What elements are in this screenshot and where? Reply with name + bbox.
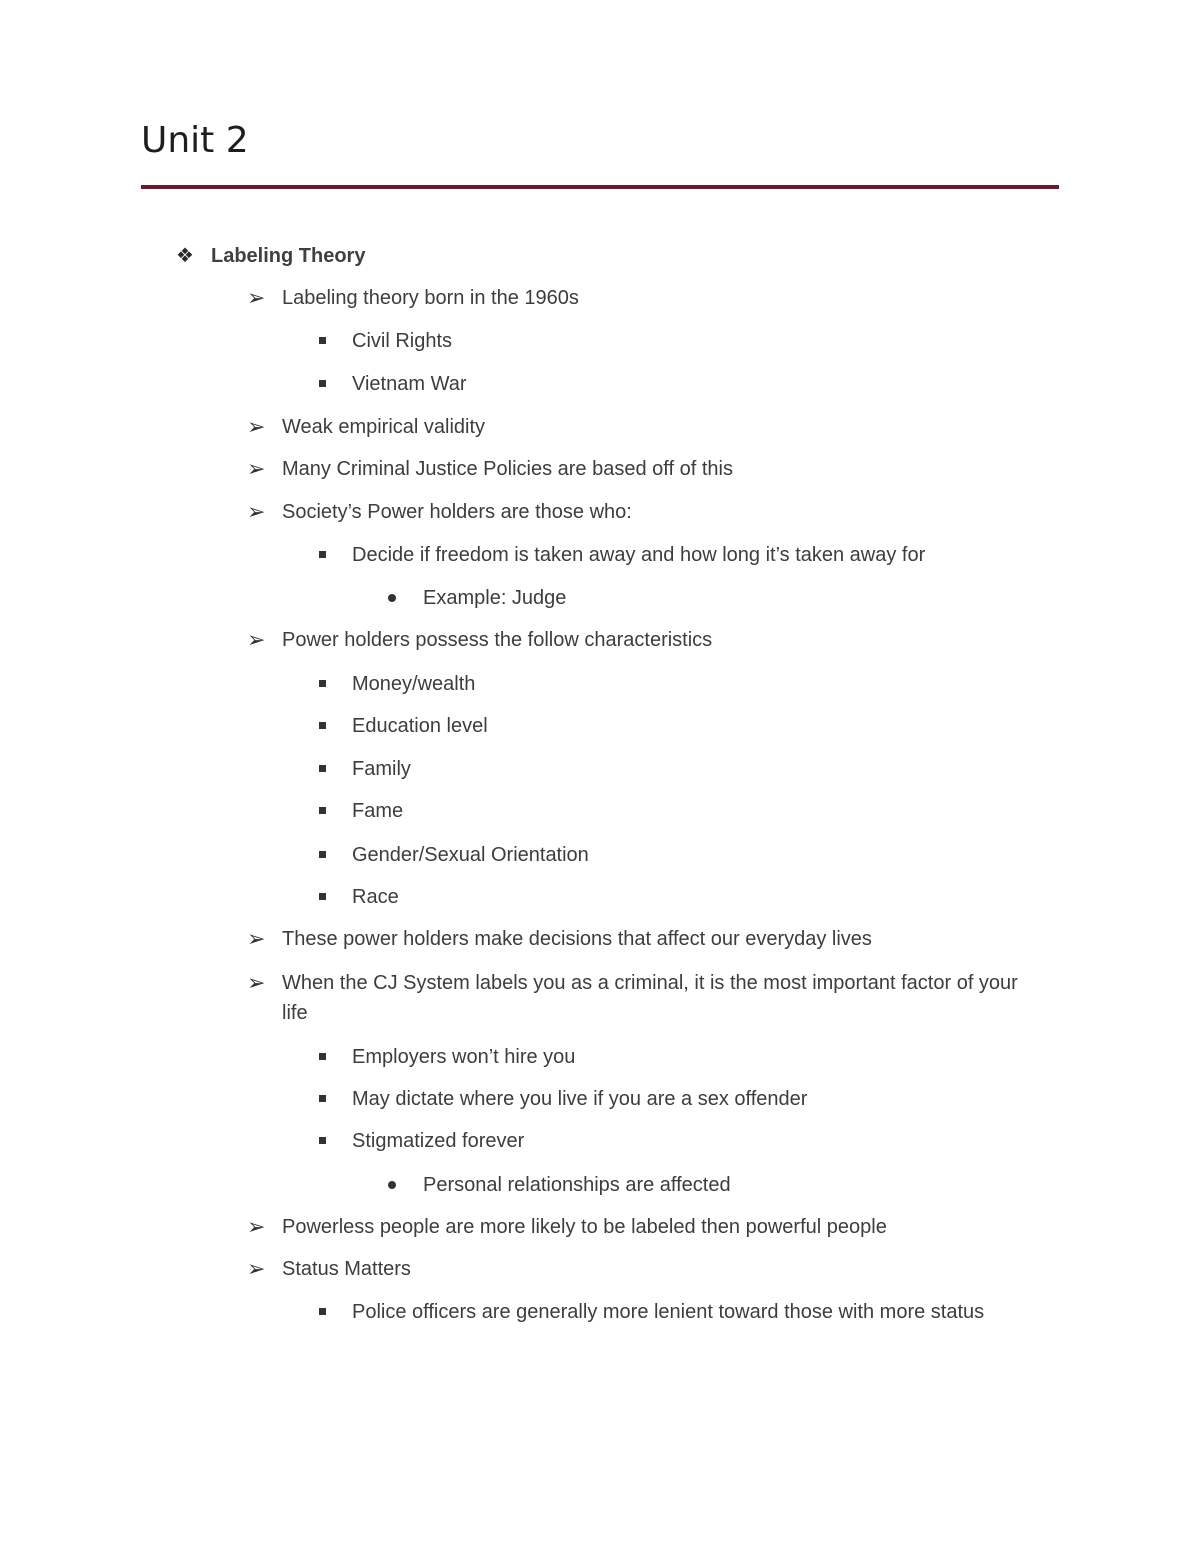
square-bullet-icon: [319, 807, 326, 814]
square-bullet-icon: [319, 1137, 326, 1144]
list-item: Vietnam War: [352, 373, 467, 395]
arrow-bullet-icon: ➢: [247, 970, 266, 995]
square-bullet-icon: [319, 1095, 326, 1102]
list-item: Weak empirical validity: [282, 416, 486, 438]
list-item: Stigmatized forever: [352, 1130, 525, 1152]
square-bullet-icon: [319, 337, 326, 344]
list-item: Employers won’t hire you: [352, 1046, 576, 1068]
list-item: Labeling theory born in the 1960s: [282, 287, 579, 309]
square-bullet-icon: [319, 851, 326, 858]
list-item: When the CJ System labels you as a criminal, it is the most important factor of your life: [282, 972, 1018, 1024]
list-item: These power holders make decisions that affect our everyday lives: [282, 928, 872, 950]
list-item: Civil Rights: [352, 330, 453, 352]
title-divider: [141, 185, 1059, 189]
diamond-bullet-icon: ❖: [176, 245, 194, 267]
list-item: Power holders possess the follow characteristics: [282, 629, 713, 651]
list-item: Money/wealth: [352, 673, 476, 695]
square-bullet-icon: [319, 722, 326, 729]
arrow-bullet-icon: ➢: [247, 1214, 266, 1239]
square-bullet-icon: [319, 680, 326, 687]
list-item: Example: Judge: [423, 587, 567, 609]
list-item: Society’s Power holders are those who:: [282, 501, 632, 523]
list-item: Education level: [352, 715, 488, 737]
page-title: Unit 2: [141, 120, 249, 161]
list-item: Police officers are generally more lenient toward those with more status: [352, 1301, 985, 1323]
dot-bullet-icon: [388, 594, 396, 602]
arrow-bullet-icon: ➢: [247, 627, 266, 652]
square-bullet-icon: [319, 551, 326, 558]
arrow-bullet-icon: ➢: [247, 414, 266, 439]
arrow-bullet-icon: ➢: [247, 1256, 266, 1281]
list-item: Gender/Sexual Orientation: [352, 844, 589, 866]
list-item: May dictate where you live if you are a sex offender: [352, 1088, 808, 1110]
list-item: Race: [352, 886, 399, 908]
list-item: Many Criminal Justice Policies are based off of this: [282, 458, 733, 480]
list-item: Personal relationships are affected: [423, 1174, 731, 1196]
square-bullet-icon: [319, 1053, 326, 1060]
section-heading: Labeling Theory: [211, 245, 366, 267]
arrow-bullet-icon: ➢: [247, 285, 266, 310]
arrow-bullet-icon: ➢: [247, 926, 266, 951]
square-bullet-icon: [319, 380, 326, 387]
square-bullet-icon: [319, 765, 326, 772]
list-item: Decide if freedom is taken away and how long it’s taken away for: [352, 544, 926, 566]
square-bullet-icon: [319, 1308, 326, 1315]
list-item: Family: [352, 758, 411, 780]
arrow-bullet-icon: ➢: [247, 456, 266, 481]
list-item: Fame: [352, 800, 404, 822]
list-item: Status Matters: [282, 1258, 411, 1280]
dot-bullet-icon: [388, 1181, 396, 1189]
arrow-bullet-icon: ➢: [247, 499, 266, 524]
list-item: Powerless people are more likely to be labeled then powerful people: [282, 1216, 887, 1238]
square-bullet-icon: [319, 893, 326, 900]
